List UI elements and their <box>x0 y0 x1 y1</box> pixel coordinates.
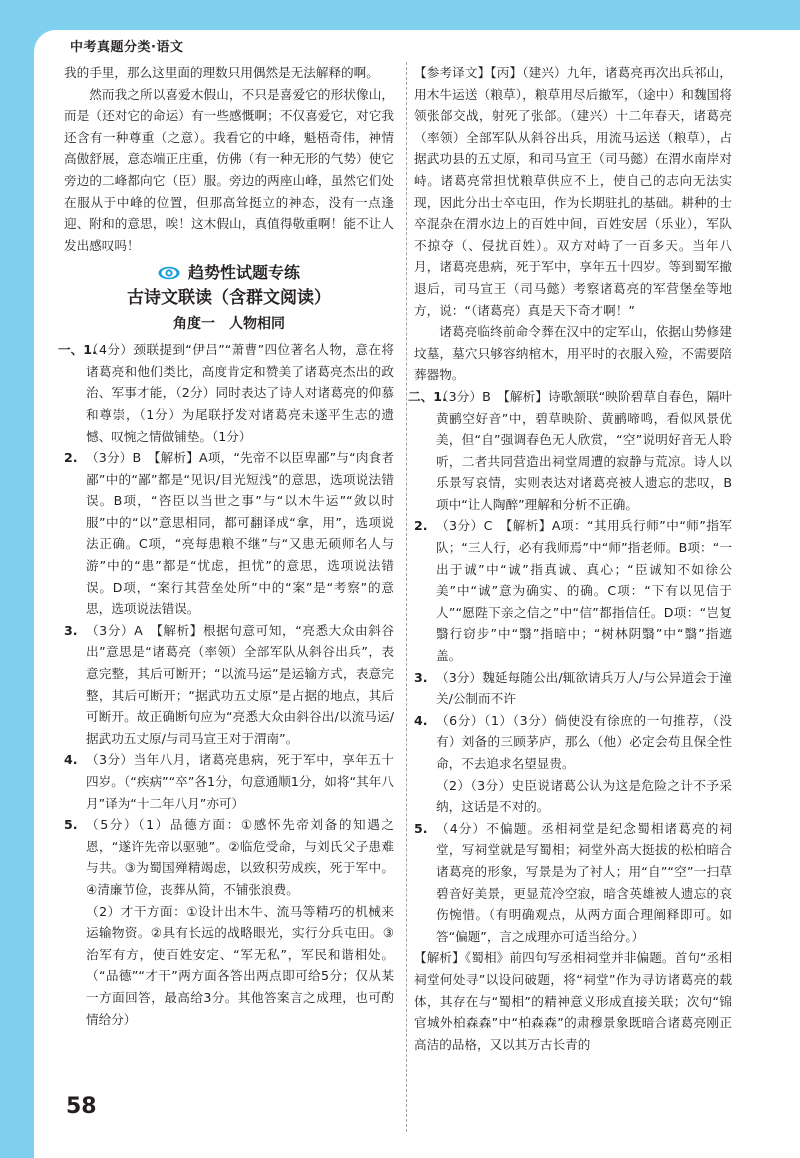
page-header: 中考真题分类·语文 <box>70 40 184 55</box>
item-text: （4分）颈联提到“伊吕”“萧曹”四位著名人物，意在将诸葛亮和他们类比，高度肯定和赞美了诸葛亮杰出的政治、军事才能，（2分）同时表达了诗人对诸葛亮的仰慕和尊崇，（1分）为尾联抒发对诸葛亮未遂平生志的遗憾、叹惋之情做铺垫。（1分） <box>86 342 394 444</box>
eye-icon <box>158 266 180 280</box>
left-intro-line: 我的手里，那么这里面的理数只用偶然是无法解释的啊。 <box>64 65 379 80</box>
item-number: 5. <box>64 817 78 833</box>
item-number: 一、1. <box>58 342 97 358</box>
column-divider <box>406 62 407 1132</box>
item-subpart: （2）才干方面：①设计出木牛、流马等精巧的机械来运输物资。②具有长远的战略眼光，实行分兵屯田。③治军有方，使百姓安定、“军无私”，军民和谐相处。（“品德”“才干”两方面各答出两点即可给5分；仅从某一方面回答，最高给3分。其他答案言之成理，也可酌情给分） <box>86 903 394 1027</box>
item-text: （3分）当年八月，诸葛亮患病，死于军中，享年五十四岁。（“疾病”“卒”各1分，句意通顺1分，如将“其年八月”译为“十二年八月”亦可） <box>86 752 394 811</box>
page-number: 58 <box>66 1094 97 1119</box>
item-text: （3分）魏延每随公出/辄欲请兵万人/与公异道会于潼关/公制而不许 <box>436 669 732 707</box>
section-subtitle: 古诗文联读（含群文阅读） <box>127 287 331 308</box>
item-text: （3分）B 【解析】诗歌颔联“映阶碧草自春色，隔叶黄鹂空好音”中，碧草映阶、黄鹂啼鸣，看似风景优美，但“自”强调春色无人欣赏，“空”说明好音无人聆听，二者共同营造出祠堂周遭的寂静与荒凉。诗人以乐景写哀情，实则表达对诸葛亮被人遗忘的悲叹，B项中“让人陶醉”理解和分析不正确。 <box>436 388 732 512</box>
answer-item <box>414 515 732 666</box>
item-number: 2. <box>64 450 78 466</box>
item-text: （4分）不偏题。丞相祠堂是纪念蜀相诸葛亮的祠堂，写祠堂就是写蜀相；祠堂外高大挺拔的松柏暗合诸葛亮的形象，写景是为了衬人；用“自”“空”一扫草碧音好美景，更显荒冷空寂，暗含英雄被人遗忘的哀伤惋惜。（有明确观点，从两方面合理阐释即可。如答“偏题”，言之成理亦可适当给分。） <box>436 820 732 944</box>
section-heading <box>64 262 394 284</box>
answer-item <box>64 620 394 750</box>
reference-translation-end: 诸葛亮临终前命令葬在汉中的定军山，依据山势修建坟墓，墓穴只够容纳棺木，用平时的衣服入殓，不需要陪葬器物。 <box>414 324 732 383</box>
analysis-paragraph: 【解析】《蜀相》前四句写丞相祠堂并非偏题。首句“丞相祠堂何处寻”以设问破题，将“祠堂”作为寻访诸葛亮的载体，其存在与“蜀相”的精神意义形成直接关联；次句“锦官城外柏森森”中“柏森森”的肃穆景象既暗合诸葛亮刚正高洁的品格，又以其万古长青的 <box>414 950 732 1052</box>
item-number: 3. <box>64 622 78 638</box>
item-text: （3分）A 【解析】根据句意可知，“亮悉大众由斜谷出”意思是“诸葛亮（率领）全部军队从斜谷出兵”，表意完整，其后可断开；“以流马运”是运输方式，表意完整，其后可断开；“据武功五丈原”是占据的地点，其后可断开。故正确断句应为“亮悉大众由斜谷出/以流马运/据武功五丈原/与司马宣王对于渭南”。 <box>86 622 394 746</box>
answer-item <box>58 339 394 447</box>
item-number: 4. <box>64 752 78 768</box>
item-number: 4. <box>414 712 428 728</box>
item-number: 3. <box>414 669 428 685</box>
left-column <box>58 62 394 1030</box>
section-title: 趋势性试题专练 <box>187 263 300 283</box>
answer-item <box>414 710 732 818</box>
item-subpart: （2）（3分）史臣说诸葛公认为这是危险之计不予采纳，这话是不对的。 <box>436 777 732 815</box>
item-text: （3分）C 【解析】A项：“其用兵行师”中“师”指军队；“三人行，必有我师焉”中“师”指老师。B项：“一出于诚”中“诚”指真诚、真心；“臣诚知不如徐公美”中“诚”意为确实、的确。C项：“下有以见信于人”“愿陛下亲之信之”中“信”都指信任。D项：“岂复翳行窃步”中“翳”指暗中；“树林阴翳”中“翳”指遮盖。 <box>436 518 732 664</box>
item-number: 2. <box>414 518 428 534</box>
answer-item <box>64 447 394 620</box>
reference-translation: 【参考译文】【丙】（建兴）九年，诸葛亮再次出兵祁山，用木牛运送（粮草），粮草用尽后撤军，（途中）和魏国将领张郃交战，射死了张郃。（建兴）十二年春天，诸葛亮（率领）全部军队从斜谷出兵，用流马运送（粮草），占据武功县的五丈原，和司马宣王（司马懿）在渭水南岸对峙。诸葛亮常担忧粮草供应不上，使自己的志向无法实现，因此分出士卒屯田，作为长期驻扎的基础。耕种的士卒混杂在渭水边上的百姓中间，百姓安居（乐业），军队不掠夺（、侵扰百姓）。双方对峙了一百多天。当年八月，诸葛亮患病，死于军中，享年五十四岁。等到蜀军撤退后，司马宣王（司马懿）考察诸葛亮的军营堡垒等地方，说：“（诸葛亮）真是天下奇才啊！” <box>414 65 732 318</box>
angle-title: 角度一 人物相同 <box>173 315 285 332</box>
answer-item <box>64 749 394 814</box>
answer-item <box>414 667 732 710</box>
item-number: 5. <box>414 820 428 836</box>
item-number: 二、1. <box>408 388 447 404</box>
left-intro-paragraph: 然而我之所以喜爱木假山，不只是喜爱它的形状像山，而是（还对它的命运）有一些感慨啊；不仅喜爱它，对它我还含有一种尊重（之意）。我看它的中峰，魁梧奇伟，神情高傲舒展，意态端正庄重，仿佛（有一种无形的气势）使它旁边的二峰都向它（臣）服。旁边的两座山峰，虽然它们处在服从于中峰的位置，但那高耸挺立的神态，没有一点逢迎、附和的意思，唉！这木假山，真值得敬重啊！能不让人发出感叹吗！ <box>64 86 394 253</box>
answer-item <box>408 386 732 516</box>
answer-item <box>64 814 394 1030</box>
item-text: （3分）B 【解析】A项，“先帝不以臣卑鄙”与“肉食者鄙”中的“鄙”都是“见识/目光短浅”的意思，选项说法错误。B项，“咨臣以当世之事”与“以木牛运”“敛以时服”中的“以”意思相同，都可翻译成“拿，用”，选项说法正确。C项，“亮每患粮不继”与“又患无硕师名人与游”中的“患”都是“忧虑，担忧”的意思，选项说法错误。D项，“案行其营垒处所”中的“案”是“考察”的意思，选项说法错误。 <box>86 450 394 617</box>
right-column <box>408 62 732 1055</box>
item-text: （6分）（1）（3分）倘使没有徐庶的一句推荐，（没有）刘备的三顾茅庐，那么（他）必定会苟且保全性命，不去追求名望显贵。 <box>436 712 732 771</box>
item-text: （5分）（1）品德方面：①感怀先帝刘备的知遇之恩，“遂许先帝以驱驰”。②临危受命，与刘氏父子患难与共。③为蜀国殚精竭虑，以致积劳成疾，死于军中。④清廉节俭，丧葬从简，不铺张浪费。 <box>86 817 394 897</box>
answer-item <box>414 818 732 948</box>
